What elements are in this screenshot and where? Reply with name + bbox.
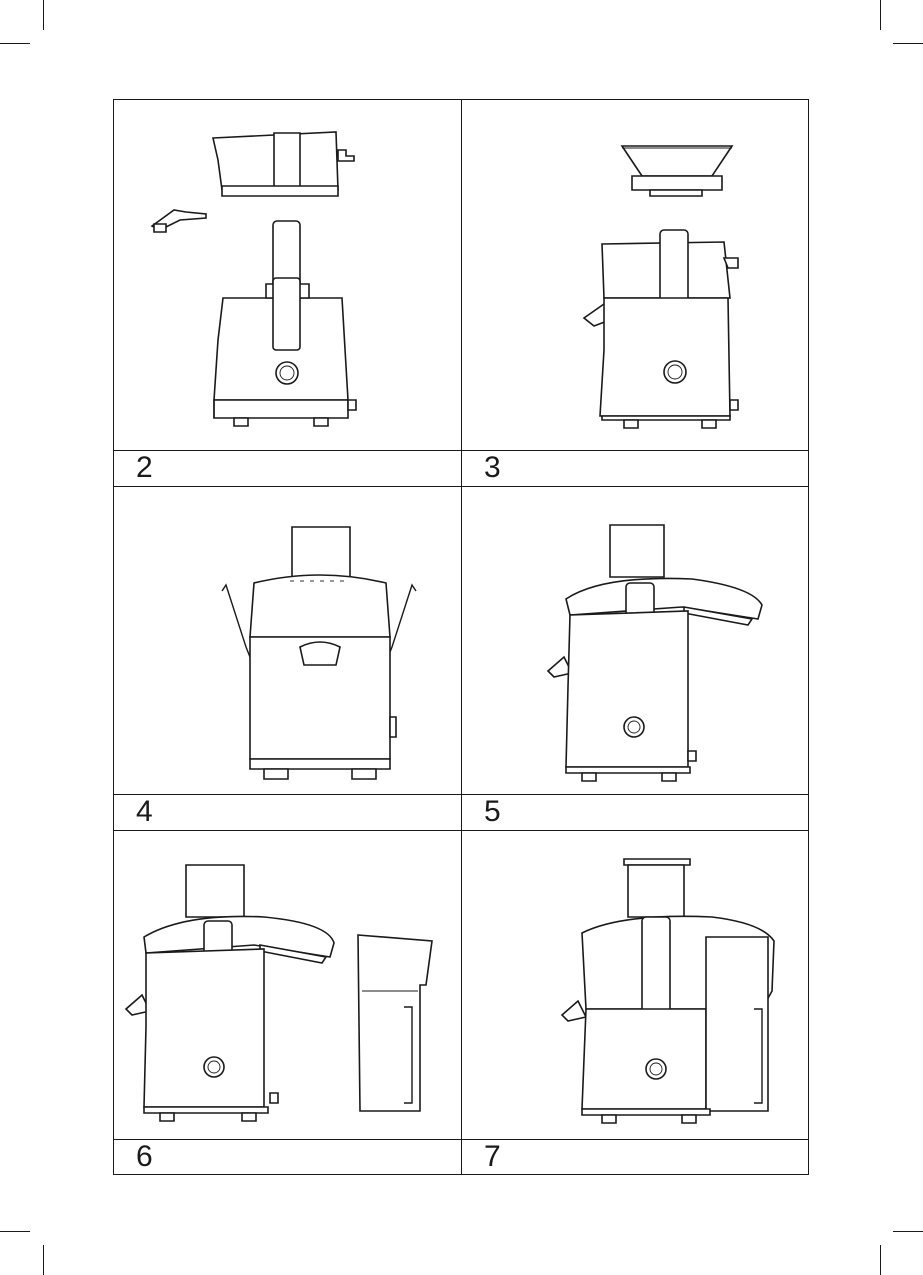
step-4-number: 4	[136, 795, 153, 828]
step-6-panel	[114, 831, 461, 1139]
instruction-grid	[113, 99, 809, 1175]
step-7-panel	[462, 831, 810, 1139]
step-6-number: 6	[136, 1140, 153, 1173]
juicer-with-pulp-container-illustration	[114, 831, 461, 1139]
step-4-panel	[114, 487, 461, 794]
step-7-number: 7	[484, 1140, 501, 1173]
crop-mark	[0, 43, 30, 44]
crop-mark	[43, 1245, 44, 1275]
juicer-filter-basket-insert-illustration	[462, 100, 810, 450]
crop-mark	[0, 1231, 30, 1232]
step-5-panel	[462, 487, 810, 794]
crop-mark	[880, 1245, 881, 1275]
juicer-front-clamps-illustration	[114, 487, 461, 794]
step-2-number: 2	[136, 451, 153, 484]
row-divider	[114, 450, 808, 451]
row-divider	[114, 1139, 808, 1140]
crop-mark	[893, 43, 923, 44]
juicer-side-assembled-illustration	[462, 487, 810, 794]
crop-mark	[880, 0, 881, 30]
row-divider	[114, 794, 808, 795]
step-5-number: 5	[484, 795, 501, 828]
step-3-panel	[462, 100, 810, 450]
juicer-top-cover-removed-illustration	[114, 100, 461, 450]
crop-mark	[893, 1231, 923, 1232]
step-3-number: 3	[484, 451, 501, 484]
juicer-fully-assembled-illustration	[462, 831, 810, 1139]
crop-mark	[43, 0, 44, 30]
step-2-panel	[114, 100, 461, 450]
